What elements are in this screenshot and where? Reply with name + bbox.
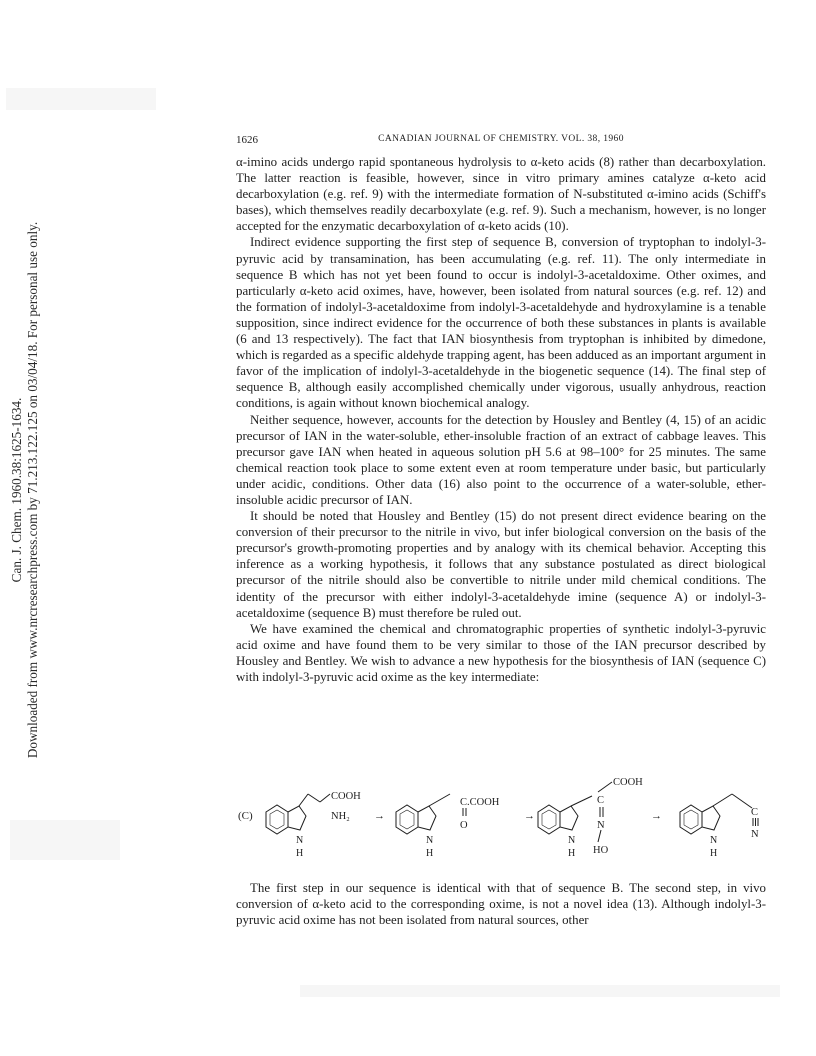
scan-artifact xyxy=(300,985,780,997)
s1-cooh: COOH xyxy=(331,791,361,802)
s3-c: C xyxy=(597,795,605,806)
paragraph-2: Indirect evidence supporting the first step of sequence B, conversion of tryptophan to indolyl-3-pyruvic acid by transamination, has been accumulating (e.g. ref. 11). The only intermediate in sequence B which has not yet been found to occur is indolyl-3-acetaldoxime. Other oximes, and particularly α-keto acid oximes, have, however, been isolated from natural sources (e.g. ref. 12) and the formation of indolyl-3-acetaldoxime from indolyl-3-acetaldehyde and hydroxylamine is a tenable supposition, since indirect evidence for the occurrence of both these substances in plants is available (6 and 13 respectively). The fact that IAN biosynthesis from tryptophan is inhibited by dimedone, which is regarded as a specific aldehyde trapping agent, has been adduced as an important argument in favor of the implication of indolyl-3-acetaldehyde in the biogenetic sequence (14). The final step of sequence B, although easily accomplished chemically under vigorous, usually anhydrous, reaction conditions, is again without known biochemical analogy. xyxy=(236,235,766,411)
paragraph-4: It should be noted that Housley and Bentley (15) do not present direct evidence bearing on the conversion of their precursor to the nitrile in vivo, but infer biological conversion on the basis of the precursor's growth-promoting properties and by analogy with its chemical behavior. Accepting this inference as a working hypothesis, it follows that any substance postulated as direct biological precursor of the nitrile should also be convertible to nitrile under mild chemical conditions. The identity of the precursor with either indolyl-3-acetaldehyde imine (sequence A) or indolyl-3-acetaldoxime (sequence B) must therefore be ruled out. xyxy=(236,509,766,620)
s2-o: O xyxy=(460,820,468,831)
indolyl-acetonitrile-structure xyxy=(680,794,758,834)
s4-n-ring: N xyxy=(710,835,718,846)
paragraph-3: Neither sequence, however, accounts for the detection by Housley and Bentley (4, 15) of an acidic precursor of IAN in the water-soluble, ether-insoluble fraction of an extract of cabbage leaves. This precursor gave IAN when heated in aqueous solution pH 5.6 at 98–100° for 25 minutes. The same chemical reaction took place to some extent even at room temperature under basic, but particularly under acidic, conditions. Other data (16) also point to the occurrence of a water-soluble, ether-insoluble acidic precursor of IAN. xyxy=(236,412,766,507)
body-text-continued xyxy=(236,880,766,928)
running-head xyxy=(236,134,766,148)
paragraph-6: The first step in our sequence is identical with that of sequence B. The second step, in vivo conversion of α-keto acid to the corresponding oxime, is not a novel idea (13). Although indolyl-3-pyruvic acid oxime has not been isolated from natural sources, other xyxy=(236,881,766,928)
download-watermark xyxy=(2,221,48,759)
paragraph-1: α-imino acids undergo rapid spontaneous hydrolysis to α-keto acids (8) rather than decarboxylation. The latter reaction is feasible, however, since in vitro primary amines catalyze α-keto acid decarboxylation (e.g. ref. 9) with the intermediate formation of N-substituted α-imino acids (Schiff's bases), which themselves readily decarboxylate (e.g. ref. 9). Such a mechanism, however, is no longer accepted for the enzymatic decarboxylation of α-keto acids (10). xyxy=(236,155,766,234)
s3-h: H xyxy=(568,848,576,859)
arrow-1: → xyxy=(374,810,385,822)
watermark-line-1: Can. J. Chem. 1960.38:1625-1634. xyxy=(9,397,24,583)
s3-ho: HO xyxy=(593,845,609,856)
indolyl-pyruvic-acid-oxime-structure xyxy=(538,782,612,842)
scan-artifact xyxy=(10,820,120,860)
watermark-line-2: Downloaded from www.nrcresearchpress.com by 71.213.122.125 on 03/04/18. For personal use only. xyxy=(25,221,40,759)
s3-n-ring: N xyxy=(568,835,576,846)
arrow-3: → xyxy=(651,810,662,822)
s2-h: H xyxy=(426,848,434,859)
reaction-scheme-c xyxy=(236,772,766,864)
journal-title: CANADIAN JOURNAL OF CHEMISTRY. VOL. 38, 1960 xyxy=(378,134,624,144)
s4-n: N xyxy=(751,829,759,840)
indolyl-pyruvic-acid-structure xyxy=(396,794,466,834)
paragraph-5: We have examined the chemical and chromatographic properties of synthetic indolyl-3-pyruvic acid oxime and have found them to be very similar to those of the IAN precursor described by Housley and Bentley. We wish to advance a new hypothesis for the biosynthesis of IAN (sequence C) with indolyl-3-pyruvic acid oxime as the key intermediate: xyxy=(236,621,766,684)
s4-c: C xyxy=(751,807,759,818)
page-number: 1626 xyxy=(236,134,258,146)
arrow-2: → xyxy=(524,810,535,822)
s3-n: N xyxy=(597,820,605,831)
s2-n: N xyxy=(426,835,434,846)
s4-h: H xyxy=(710,848,718,859)
s1-nh2: NH₂ xyxy=(331,811,350,822)
scan-artifact xyxy=(6,88,156,110)
s2-c-cooh: C.COOH xyxy=(460,797,500,808)
tryptophan-structure xyxy=(266,794,330,834)
s1-n: N xyxy=(296,835,304,846)
s3-cooh: COOH xyxy=(613,777,643,788)
body-text xyxy=(236,154,766,685)
scheme-label: (C) xyxy=(238,810,253,822)
s1-h: H xyxy=(296,848,304,859)
